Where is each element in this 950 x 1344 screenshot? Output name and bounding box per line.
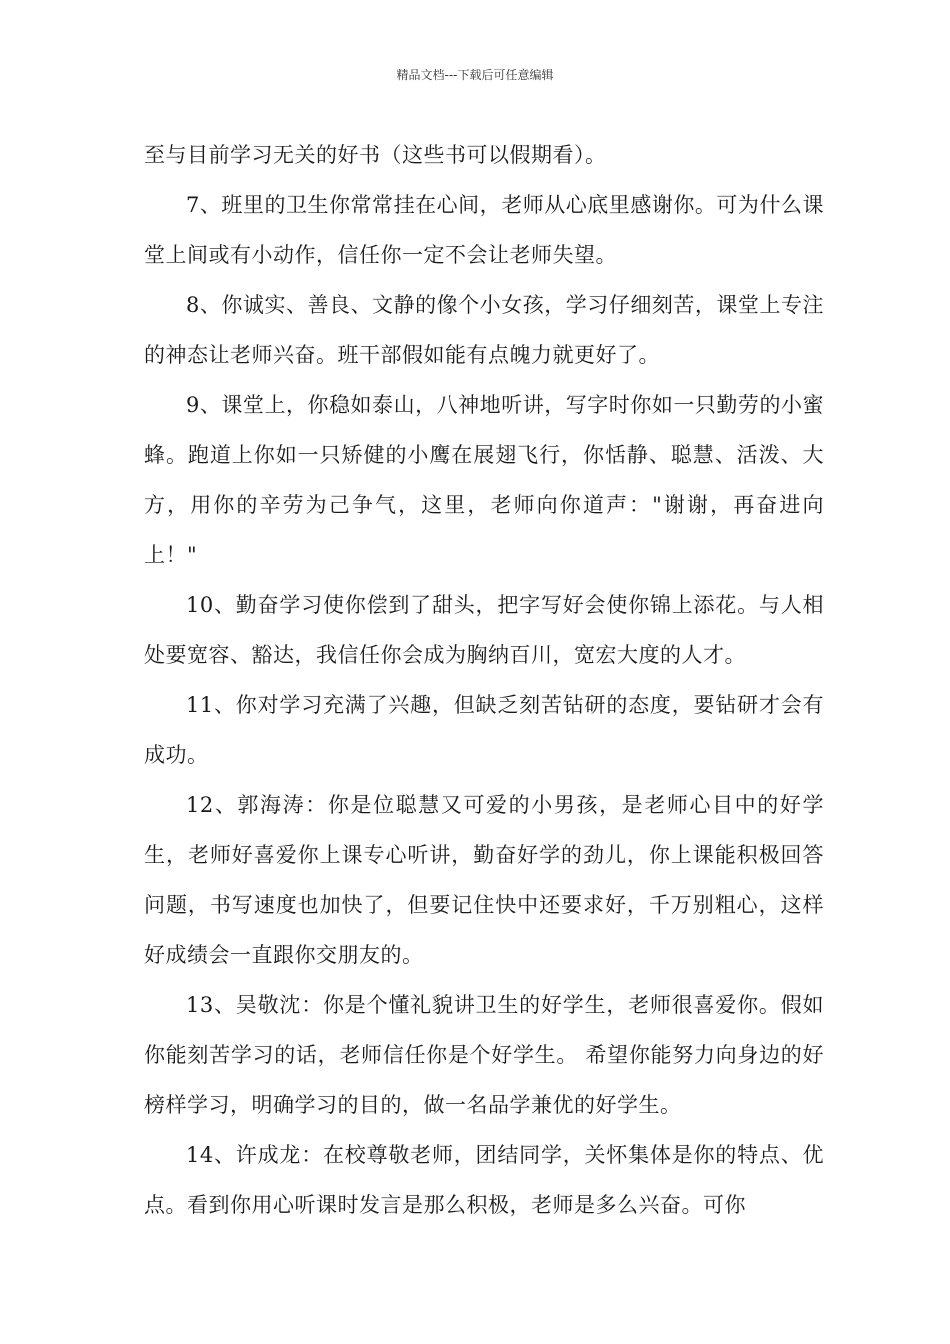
- paragraph-item-9: 9、课堂上，你稳如泰山，八神地听讲，写字时你如一只勤劳的小蜜蜂。跑道上你如一只矫健的小鹰在展翅飞行，你恬静、聪慧、活泼、大方，用你的辛劳为己争气，这里，老师向你道声："谢谢，再奋进向上！": [144, 393, 824, 567]
- paragraph-item-7: 7、班里的卫生你常常挂在心间，老师从心底里感谢你。可为什么课堂上间或有小动作，信任你一定不会让老师失望。: [144, 193, 824, 267]
- paragraph-continuation: 至与目前学习无关的好书（这些书可以假期看）。: [144, 143, 607, 167]
- paragraph-item-13: 13、吴敬沈：你是个懂礼貌讲卫生的好学生，老师很喜爱你。假如你能刻苦学习的话，老师信任你是个好学生。 希望你能努力向身边的好榜样学习，明确学习的目的，做一名品学兼优的好学生。: [144, 993, 824, 1117]
- paragraph-item-12: 12、郭海涛：你是位聪慧又可爱的小男孩，是老师心目中的好学生，老师好喜爱你上课专心听讲，勤奋好学的劲儿，你上课能积极回答问题，书写速度也加快了，但要记住快中还要求好，千万别粗心，这样好成绩会一直跟你交朋友的。: [144, 793, 824, 967]
- paragraph-item-14: 14、许成龙：在校尊敬老师，团结同学，关怀集体是你的特点、优点。看到你用心听课时发言是那么积极，老师是多么兴奋。可你: [144, 1143, 824, 1217]
- paragraph-item-8: 8、你诚实、善良、文静的像个小女孩，学习仔细刻苦，课堂上专注的神态让老师兴奋。班干部假如能有点魄力就更好了。: [144, 293, 824, 367]
- paragraph-item-10: 10、勤奋学习使你偿到了甜头，把字写好会使你锦上添花。与人相处要宽容、豁达，我信任你会成为胸纳百川，宽宏大度的人才。: [144, 593, 824, 667]
- document-body: [144, 130, 824, 1230]
- page-header: 精品文档---下载后可任意编辑: [396, 68, 554, 82]
- paragraph-item-11: 11、你对学习充满了兴趣，但缺乏刻苦钻研的态度，要钻研才会有成功。: [144, 693, 824, 767]
